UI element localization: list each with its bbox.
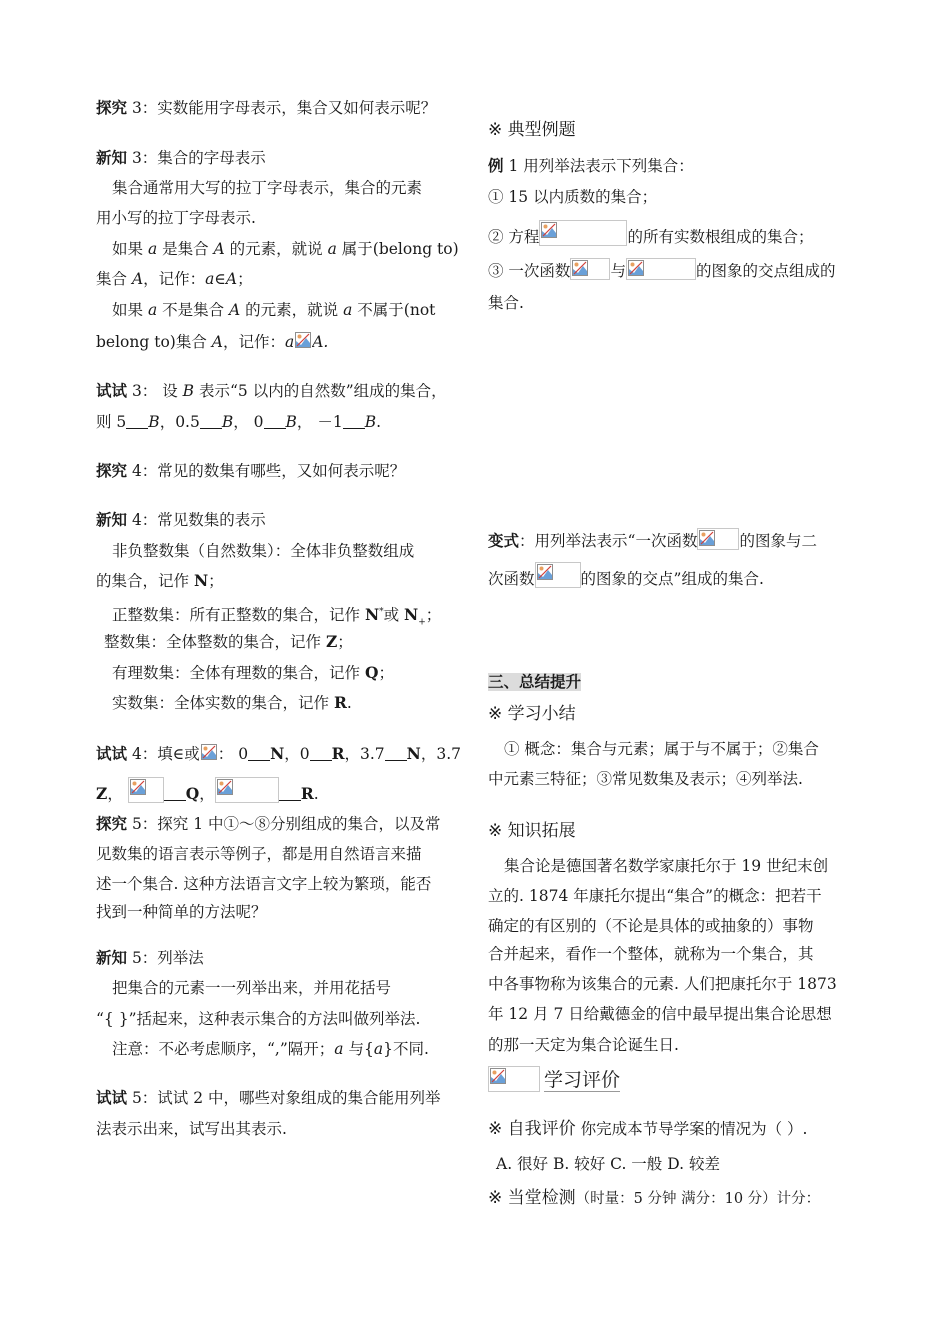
variant: 变式：用列举法表示“一次函数 的图象与二 bbox=[488, 528, 817, 551]
nk3-line-6: belong to)集合 A，记作：a A. bbox=[96, 333, 329, 351]
answer-blank[interactable] bbox=[126, 414, 148, 429]
broken-image-icon bbox=[294, 331, 312, 351]
nk3-line-1: 集合通常用大写的拉丁字母表示，集合的元素 bbox=[112, 179, 423, 197]
answer-blank[interactable] bbox=[279, 786, 301, 801]
example-1-item-3-cont: 集合. bbox=[488, 294, 524, 312]
answer-blank[interactable] bbox=[200, 414, 222, 429]
nk5-line-1: 把集合的元素一一列举出来，并用花括号 bbox=[112, 979, 392, 997]
section-3-heading: 三、总结提升 bbox=[488, 673, 582, 691]
new-knowledge-4-heading: 新知 4：常见数集的表示 bbox=[96, 511, 266, 529]
self-evaluation: ※ 自我评价 你完成本节导学案的情况为（ ）. bbox=[488, 1119, 808, 1139]
answer-blank[interactable] bbox=[385, 746, 407, 761]
new-knowledge-5-heading: 新知 5：列举法 bbox=[96, 949, 204, 967]
example-1-item-3: ③ 一次函数 与 的图象的交点组成的 bbox=[488, 258, 835, 281]
class-check: ※ 当堂检测（时量：5 分钟 满分：10 分）计分： bbox=[488, 1188, 821, 1208]
evaluation-heading: 学习评价 bbox=[488, 1066, 620, 1092]
broken-image-icon bbox=[128, 777, 164, 803]
try-4-line-2: Z， Q， R. bbox=[96, 777, 319, 804]
examples-heading: ※ 典型例题 bbox=[488, 120, 576, 140]
summary-line-2: 中元素三特征；③常见数集及表示；④列举法. bbox=[488, 770, 803, 788]
extension-line-6: 年 12 月 7 日给戴德金的信中最早提出集合论思想 bbox=[488, 1005, 832, 1023]
nk4-line-2: 的集合，记作 N； bbox=[96, 571, 224, 590]
broken-image-icon bbox=[626, 258, 696, 280]
broken-image-icon bbox=[570, 258, 610, 280]
inquiry-5: 探究 5：探究 1 中①～⑧分别组成的集合，以及常 bbox=[96, 815, 441, 833]
broken-image-icon bbox=[215, 777, 279, 803]
example-1-item-1: ① 15 以内质数的集合； bbox=[488, 188, 658, 206]
nk4-line-6: 实数集：全体实数的集合，记作 R. bbox=[112, 693, 352, 712]
nk4-line-3: 正整数集：所有正整数的集合，记作 N*或 $N_+$； bbox=[112, 605, 442, 628]
try-4: 试试 4：填∈或 ： 0 N，0 R，3.7 N，3.7 bbox=[96, 744, 461, 763]
try-3: 试试 3： 设 B 表示“5 以内的自然数”组成的集合， bbox=[96, 382, 447, 400]
try-5: 试试 5：试试 2 中，哪些对象组成的集合能用列举 bbox=[96, 1089, 441, 1107]
nk3-line-5: 如果 a 不是集合 A 的元素，就说 a 不属于(not bbox=[112, 301, 436, 319]
broken-image-icon bbox=[200, 743, 218, 763]
broken-image-icon bbox=[488, 1066, 540, 1092]
variant-line-2: 次函数 的图象的交点”组成的集合. bbox=[488, 562, 764, 589]
example-1: 例 1 用列举法表示下列集合： bbox=[488, 157, 694, 175]
self-evaluation-options[interactable]: A. 很好 B. 较好 C. 一般 D. 较差 bbox=[496, 1155, 720, 1173]
inquiry-5-line-3: 述一个集合. 这种方法语言文字上较为繁琐，能否 bbox=[96, 875, 432, 893]
nk4-line-5: 有理数集：全体有理数的集合，记作 Q； bbox=[112, 663, 394, 682]
extension-line-7: 的那一天定为集合论诞生日. bbox=[488, 1036, 679, 1054]
broken-image-icon bbox=[697, 528, 739, 550]
extension-line-4: 合并起来，看作一个整体，就称为一个集合，其 bbox=[488, 945, 814, 963]
extension-heading: ※ 知识拓展 bbox=[488, 821, 576, 841]
inquiry-3: 探究 3：实数能用字母表示，集合又如何表示呢？ bbox=[96, 99, 437, 117]
inquiry-5-line-4: 找到一种简单的方法呢？ bbox=[96, 903, 267, 921]
summary-heading: ※ 学习小结 bbox=[488, 704, 576, 724]
example-1-item-2: ② 方程 的所有实数根组成的集合； bbox=[488, 220, 813, 247]
new-knowledge-3-heading: 新知 3：集合的字母表示 bbox=[96, 149, 266, 167]
nk4-line-1: 非负整数集（自然数集）：全体非负整数组成 bbox=[112, 542, 415, 560]
broken-image-icon bbox=[539, 220, 627, 246]
nk3-line-3: 如果 a 是集合 A 的元素，就说 a 属于(belong to) bbox=[112, 240, 459, 258]
nk3-line-2: 用小写的拉丁字母表示. bbox=[96, 209, 256, 227]
summary-line-1: ① 概念：集合与元素；属于与不属于；②集合 bbox=[504, 740, 819, 758]
answer-blank[interactable] bbox=[248, 746, 270, 761]
answer-blank[interactable] bbox=[264, 414, 286, 429]
inquiry-5-line-2: 见数集的语言表示等例子，都是用自然语言来描 bbox=[96, 845, 422, 863]
try-3-blanks: 则 5 B，0.5 B， 0 B， －1 B. bbox=[96, 413, 382, 431]
nk5-line-2: “{ }”括起来，这种表示集合的方法叫做列举法. bbox=[96, 1010, 421, 1028]
extension-line-3: 确定的有区别的（不论是具体的或抽象的）事物 bbox=[488, 917, 814, 935]
try-5-line-2: 法表示出来，试写出其表示. bbox=[96, 1120, 287, 1138]
nk3-line-4: 集合 A，记作：a∈A； bbox=[96, 270, 253, 288]
inquiry-4: 探究 4：常见的数集有哪些，又如何表示呢？ bbox=[96, 462, 406, 480]
answer-blank[interactable] bbox=[343, 414, 365, 429]
extension-line-2: 立的. 1874 年康托尔提出“集合”的概念：把若干 bbox=[488, 887, 822, 905]
extension-line-5: 中各事物称为该集合的元素. 人们把康托尔于 1873 bbox=[488, 975, 837, 993]
broken-image-icon bbox=[535, 562, 581, 588]
nk5-line-3: 注意：不必考虑顺序，“,”隔开；a 与{a}不同. bbox=[112, 1040, 429, 1058]
nk4-line-4: 整数集：全体整数的集合，记作 Z； bbox=[104, 632, 353, 651]
extension-line-1: 集合论是德国著名数学家康托尔于 19 世纪末创 bbox=[504, 857, 829, 875]
answer-blank[interactable] bbox=[310, 746, 332, 761]
answer-blank[interactable] bbox=[164, 786, 186, 801]
